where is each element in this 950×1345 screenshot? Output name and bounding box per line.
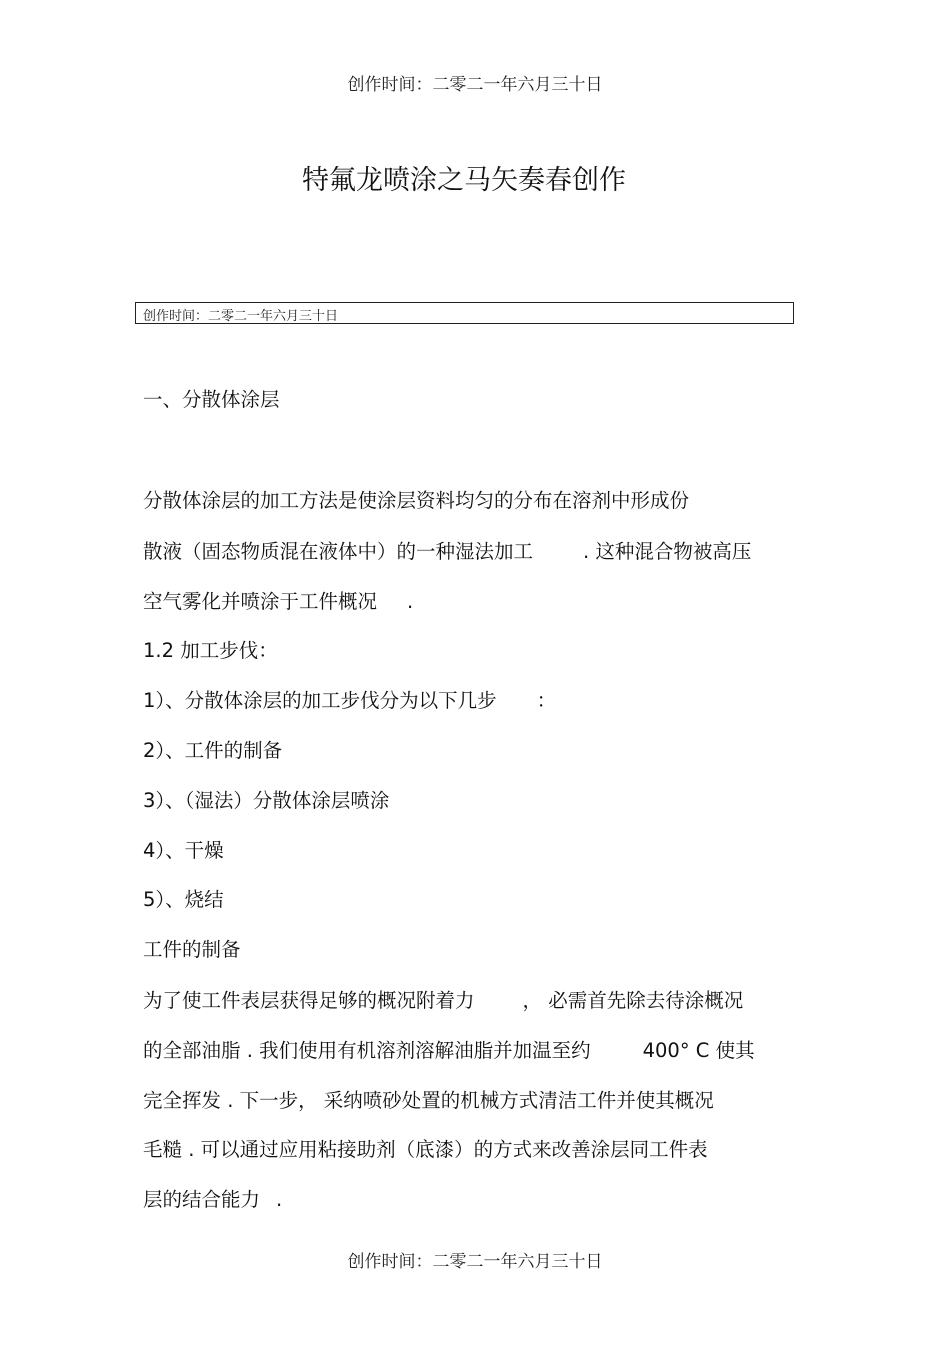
paragraph-2-line-5	[143, 1184, 282, 1212]
step-1	[143, 685, 556, 713]
step-1-text: 1）、分散体涂层的加工步伐分为以下几步	[143, 689, 497, 712]
paragraph-1-line-2	[143, 536, 751, 564]
paragraph-1-line-1: 分散体涂层的加工方法是使涂层资料均匀的分布在溶剂中形成份	[143, 489, 690, 512]
paragraph-1-line-3	[143, 586, 413, 614]
paragraph-1-line-2-b: . 这种混合物被高压	[583, 540, 752, 563]
paragraph-2-line-1-a: 为了使工件表层获得足够的概况附着力	[143, 989, 475, 1012]
paragraph-2-line-5-b: .	[276, 1188, 283, 1211]
step-3: 3）、（湿法）分散体涂层喷涂	[143, 789, 390, 812]
paragraph-2-line-2	[143, 1035, 755, 1063]
paragraph-1-line-3-a: 空气雾化并喷涂于工件概况	[143, 590, 378, 613]
step-5: 5）、烧结	[143, 888, 224, 911]
page-header: 创作时间：二零二一年六月三十日	[347, 75, 603, 95]
step-4: 4）、干燥	[143, 839, 224, 862]
paragraph-2-line-1	[143, 985, 743, 1013]
step-2: 2）、工件的制备	[143, 739, 283, 762]
paragraph-2-line-2-a: 的全部油脂 . 我们使用有机溶剂溶解油脂并加温至约	[143, 1039, 591, 1062]
boxed-note-text: 创作时间：二零二一年六月三十日	[143, 309, 339, 324]
paragraph-2-line-3: 完全挥发 . 下一步， 采纳喷砂处置的机械方式清洁工件并使其概况	[143, 1089, 714, 1112]
paragraph-2-line-5-a: 层的结合能力	[143, 1188, 261, 1211]
steps-heading: 1.2 加工步伐：	[143, 639, 278, 662]
paragraph-2-line-2-b: 400° C 使其	[642, 1039, 755, 1062]
section-heading-dispersion: 一、分散体涂层	[143, 388, 280, 411]
boxed-note	[135, 302, 794, 324]
page-footer: 创作时间：二零二一年六月三十日	[347, 1252, 603, 1272]
document-title: 特氟龙喷涂之马矢奏春创作	[302, 165, 626, 196]
subheading-workpiece-prep: 工件的制备	[143, 938, 241, 961]
paragraph-2-line-1-b: ， 必需首先除去待涂概况	[522, 989, 744, 1012]
step-1-colon: ：	[536, 689, 557, 712]
paragraph-2-line-4: 毛糙 . 可以通过应用粘接助剂（底漆）的方式来改善涂层同工件表	[143, 1138, 708, 1161]
paragraph-1-line-2-a: 散液（固态物质混在液体中）的一种湿法加工	[143, 540, 534, 563]
paragraph-1-line-3-b: .	[407, 590, 414, 613]
